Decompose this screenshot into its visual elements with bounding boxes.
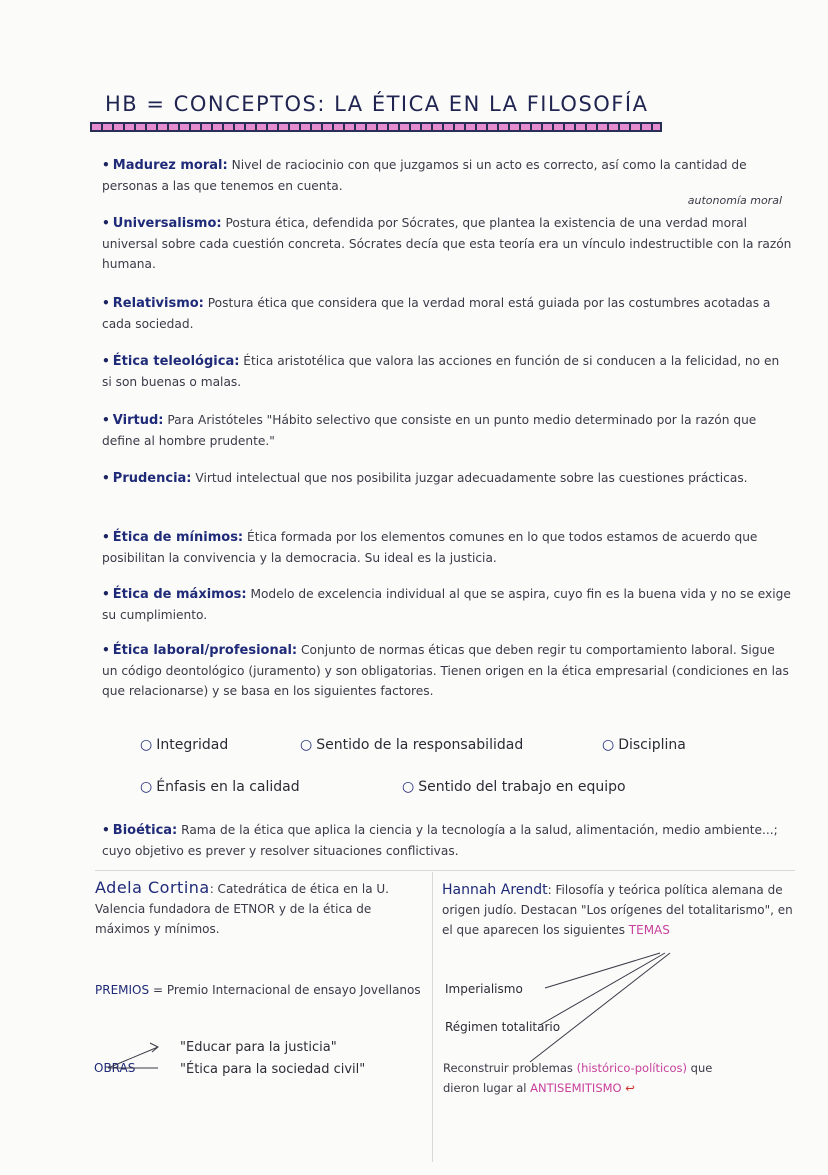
temas-label: TEMAS (628, 923, 670, 937)
arendt-name: Hannah Arendt (442, 882, 548, 898)
factor-item: ○ Sentido de la responsabilidad (300, 737, 524, 753)
bullet-icon: • (102, 530, 110, 544)
arrow-left-icon: ↩ (625, 1081, 635, 1095)
cortina-name: Adela Cortina (95, 878, 210, 897)
bullet-icon: • (102, 158, 110, 172)
entry-text: Para Aristóteles "Hábito selectivo que consiste en un punto medio determinado por la razón que define al hombre prudente." (102, 413, 757, 448)
entry-text: Virtud intelectual que nos posibilita juzgar adecuadamente sobre las cuestiones prácticas. (195, 471, 748, 485)
entry-term: Ética laboral/profesional: (112, 643, 298, 658)
premios-label: PREMIOS (95, 983, 150, 997)
entry-term: Ética teleológica: (112, 354, 240, 369)
bullet-icon: • (102, 354, 110, 368)
obra-item: "Ética para la sociedad civil" (180, 1062, 366, 1077)
tema-connector (540, 953, 665, 1025)
entry-term: Ética de mínimos: (112, 530, 244, 545)
bullet-icon: • (102, 216, 110, 230)
bullet-icon: • (102, 413, 110, 427)
title-prefix: HB (105, 92, 139, 116)
arendt-desc: : Filosofía y teórica política alemana de origen judío. Destacan "Los orígenes del totalitarismo", en el que aparecen los siguientes (442, 883, 793, 937)
entry-text: Postura ética que considera que la verdad moral está guiada por las costumbres acotadas a cada sociedad. (102, 296, 771, 331)
entry-text: Nivel de raciocinio con que juzgamos si un acto es correcto, así como la cantidad de personas a las que tenemos en cuenta. (102, 158, 747, 193)
obra-item: "Educar para la justicia" (180, 1040, 337, 1055)
premios-text: = Premio Internacional de ensayo Jovellanos (152, 983, 421, 997)
cortina-desc: : Catedrática de ética en la U. Valencia fundadora de ETNOR y de la ética de máximos y mínimos. (95, 882, 389, 936)
circle-bullet-icon: ○ (300, 737, 313, 753)
entry-text: Conjunto de normas éticas que deben regir tu comportamiento laboral. Sigue un código deontológico (juramento) y son obligatorias. Tienen origen en la ética empresarial (condiciones en las que relacionarse) y se basa en los siguientes factores. (102, 643, 789, 698)
arendt-antisemitismo: Reconstruir problemas (histórico-políticos) que dieron lugar al ANTISEMITISMO ↩ (443, 1061, 713, 1095)
title-text: = CONCEPTOS: LA ÉTICA EN LA FILOSOFÍA (146, 92, 649, 116)
entry-term: Prudencia: (112, 471, 192, 486)
bullet-icon: • (102, 587, 110, 601)
entry-term: Universalismo: (112, 216, 222, 231)
tema-connector (545, 953, 660, 988)
tema-connector (530, 953, 670, 1062)
bullet-icon: • (102, 296, 110, 310)
factor-item: ○ Énfasis en la calidad (140, 779, 300, 795)
entry-term: Relativismo: (112, 296, 204, 311)
entry-text: Rama de la ética que aplica la ciencia y la tecnología a la salud, alimentación, medio ambiente...; cuyo objetivo es prever y resolver situaciones conflictivas. (102, 823, 778, 858)
bullet-icon: • (102, 823, 110, 837)
entry-text: Modelo de excelencia individual al que se aspira, cuyo fin es la buena vida y no se exige su cumplimiento. (102, 587, 791, 622)
branch-arrow-icon (108, 1043, 158, 1068)
circle-bullet-icon: ○ (140, 779, 153, 795)
entry-text: Postura ética, defendida por Sócrates, que plantea la existencia de una verdad moral universal sobre cada cuestión concreta. Sócrates decía que esta teoría era un vínculo indestructible con la razón humana. (102, 216, 792, 271)
factor-item: ○ Integridad (140, 737, 229, 753)
entry-term: Virtud: (112, 413, 164, 428)
obras-label: OBRAS (94, 1061, 136, 1075)
bullet-icon: • (102, 643, 110, 657)
tema-item: Imperialismo (445, 982, 523, 996)
tema-item: Régimen totalitario (445, 1020, 561, 1034)
factor-item: ○ Sentido del trabajo en equipo (402, 779, 626, 795)
circle-bullet-icon: ○ (140, 737, 153, 753)
circle-bullet-icon: ○ (602, 737, 615, 753)
entry-term: Madurez moral: (112, 158, 228, 173)
bullet-icon: • (102, 471, 110, 485)
antisemitismo-label: ANTISEMITISMO (530, 1081, 622, 1095)
entry-text: Ética formada por los elementos comunes en lo que todos estamos de acuerdo que posibilitan la convivencia y la democracia. Su ideal es la justicia. (102, 530, 758, 565)
entry-text: Ética aristotélica que valora las acciones en función de si conducen a la felicidad, no en si son buenas o malas. (102, 354, 780, 389)
entry-note: autonomía moral (687, 194, 782, 207)
factor-item: ○ Disciplina (602, 737, 686, 753)
entry-term: Bioética: (112, 823, 178, 838)
entry-term: Ética de máximos: (112, 587, 247, 602)
circle-bullet-icon: ○ (402, 779, 415, 795)
